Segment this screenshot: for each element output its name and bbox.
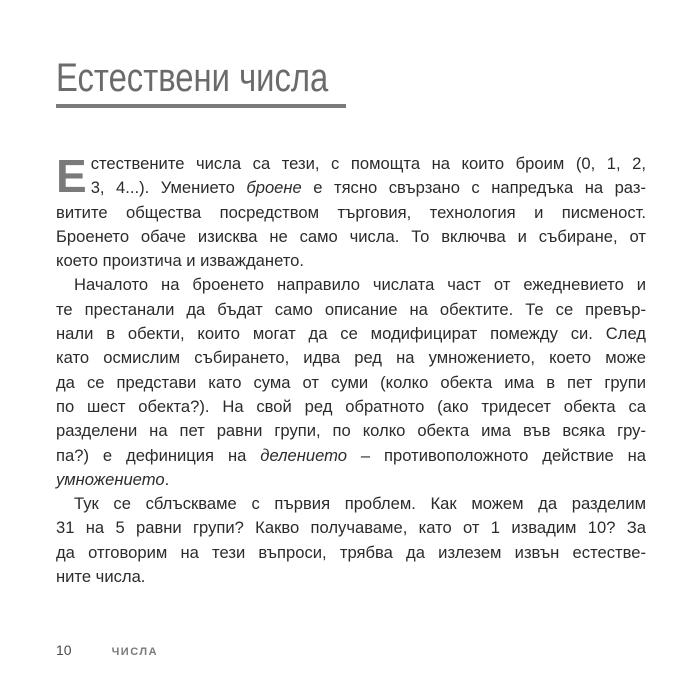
text-line: ните числа.: [56, 567, 146, 587]
body-text: [56, 152, 646, 589]
text-line: Началото на броенето направило числата част от ежедневието и: [74, 275, 646, 295]
text-line: разделени на пет равни групи, по колко обекта има във всяка гру-: [56, 421, 646, 441]
text-line: Тук се сблъскваме с първия проблем. Как можем да разделим: [74, 494, 646, 514]
text-line: стествените числа са тези, с помощта на които броим (0, 1, 2,: [90, 154, 646, 173]
emphasis: делението: [260, 445, 347, 465]
text-line: [56, 468, 646, 492]
running-head: ЧИСЛА: [111, 646, 159, 658]
page-number: 10: [56, 642, 72, 658]
text-line: 31 на 5 равни групи? Какво получаваме, като от 1 извадим 10? За: [56, 518, 646, 538]
text-line: да отговорим на тези въпроси, трябва да излезем извън естестве-: [56, 542, 646, 562]
emphasis: умножението: [56, 469, 165, 489]
paragraph-1: [56, 152, 646, 273]
text-line: Броенето обаче изисква не само числа. То включва и събиране, от: [56, 226, 646, 246]
text-line: нали в обекти, които могат да се модифицират помежду си. След: [56, 324, 646, 344]
title-underline: [56, 104, 346, 108]
page-footer: [56, 642, 158, 658]
emphasis: броене: [246, 178, 302, 198]
text-span: е тясно свързано с напредъка на раз-: [301, 178, 646, 198]
text-line: да се представи като сума от суми (колко обекта има в пет групи: [56, 372, 646, 392]
text-line: по шест обекта?). На свой ред обратното (ако тридесет обекта са: [56, 396, 646, 416]
text-span: 3, 4...). Умението: [90, 178, 247, 198]
text-line: което произтича и изваждането.: [56, 251, 304, 271]
text-span: – противоположното действие на: [347, 445, 646, 465]
paragraph-3: [56, 492, 646, 589]
paragraph-2: [56, 273, 646, 492]
text-span: .: [164, 469, 170, 489]
text-line: като осмислим събирането, идва ред на умножението, което може: [56, 348, 646, 368]
page-title: Естествени числа: [56, 56, 329, 100]
text-line: [56, 444, 646, 468]
text-line: те престанали да бъдат само описание на обектите. Те се превър-: [56, 299, 646, 319]
text-span: па?) е дефиниция на: [56, 445, 261, 465]
drop-cap: Е: [56, 150, 87, 202]
text-line: [56, 176, 646, 200]
text-line: витите общества посредством търговия, технология и писменост.: [56, 202, 646, 222]
